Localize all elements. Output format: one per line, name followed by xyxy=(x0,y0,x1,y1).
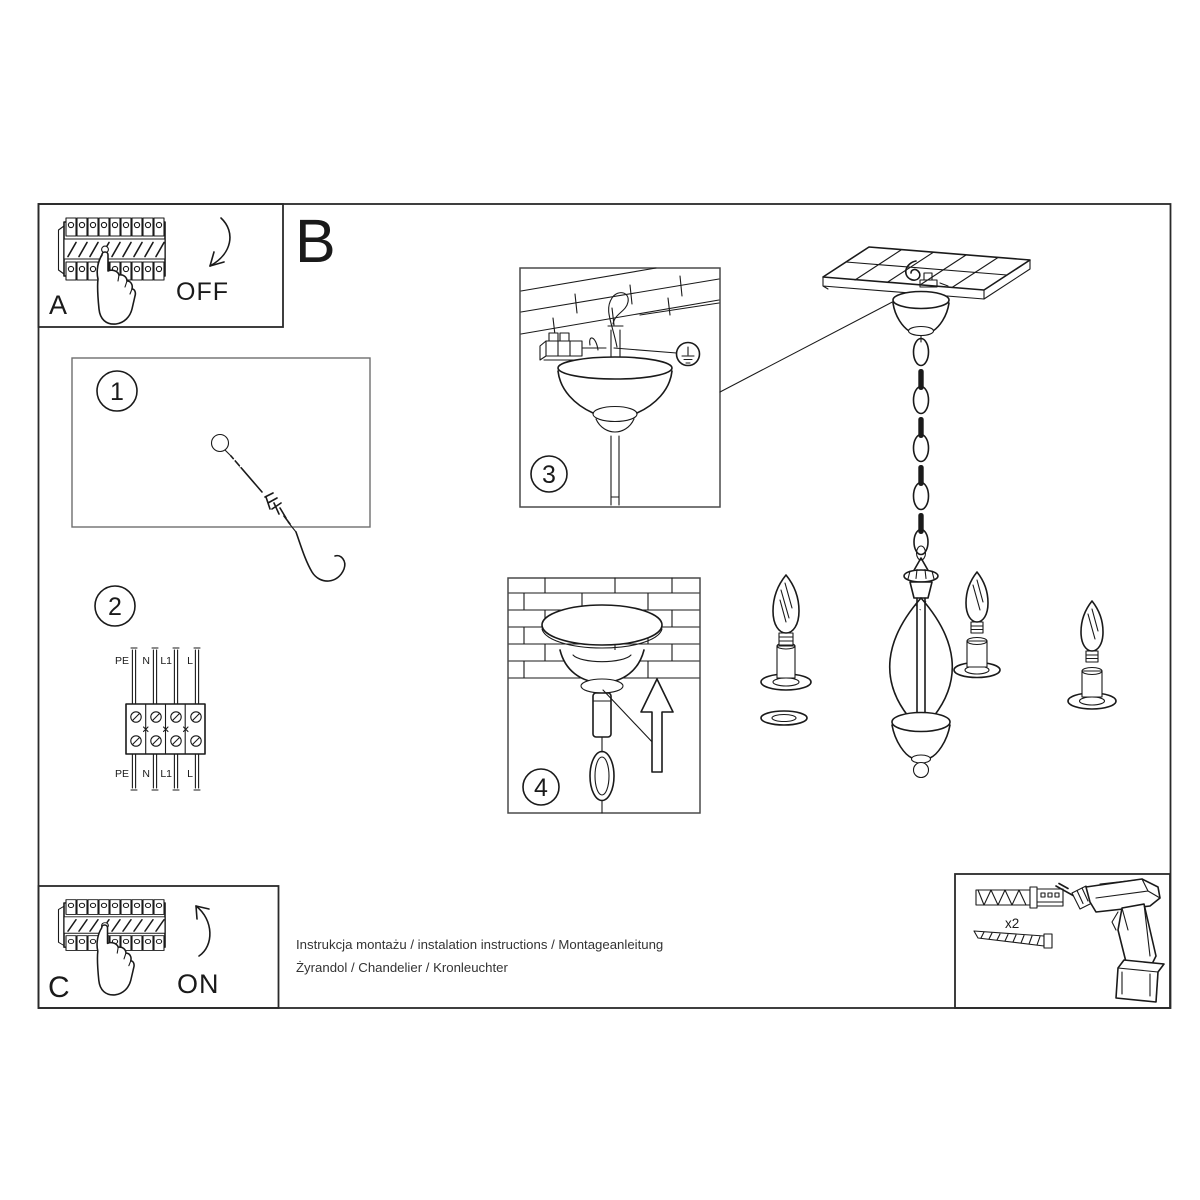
section-a xyxy=(49,218,230,324)
on-arrow-icon xyxy=(196,906,210,956)
step-3 xyxy=(520,268,720,507)
wire-label-pe-bottom: PE xyxy=(114,768,129,780)
bottom-finial xyxy=(892,713,950,778)
wall-anchor-icon xyxy=(976,887,1063,908)
anchor-quantity-label: x2 xyxy=(1005,916,1020,931)
section-c xyxy=(48,900,220,1004)
wire-label-l-top: L xyxy=(187,655,193,667)
candle-right xyxy=(1068,601,1116,709)
on-label: ON xyxy=(177,969,220,999)
ceiling-planks xyxy=(521,268,719,335)
junction-block xyxy=(540,333,606,360)
off-label: OFF xyxy=(176,278,229,306)
hook-anchor-drawing xyxy=(212,435,345,582)
step-3-leader-line xyxy=(720,298,900,392)
wire-label-l1-top: L1 xyxy=(160,655,172,667)
step-4 xyxy=(508,578,700,813)
chandelier xyxy=(747,546,1116,778)
screw-icon xyxy=(974,931,1052,948)
up-arrow-icon xyxy=(641,679,673,772)
step-2 xyxy=(95,586,205,790)
candle-left xyxy=(761,575,811,725)
footer-line-1: Instrukcja montażu / instalation instructions / Montageanleitung xyxy=(296,937,664,952)
wire-label-n-bottom: N xyxy=(142,768,150,780)
section-c-label: C xyxy=(48,971,70,1004)
step-3-number: 3 xyxy=(542,461,556,489)
section-a-label: A xyxy=(49,290,68,320)
chandelier-assembly xyxy=(747,247,1116,778)
wire-label-l-bottom: L xyxy=(187,768,193,780)
wire-label-l1-bottom: L1 xyxy=(160,768,172,780)
bulb-icon xyxy=(773,575,799,633)
wire-label-pe-top: PE xyxy=(114,655,129,667)
tools xyxy=(974,879,1164,1002)
step-2-number: 2 xyxy=(108,593,122,621)
footer xyxy=(296,937,663,975)
wire-label-n-top: N xyxy=(142,655,150,667)
section-b-label: B xyxy=(295,207,336,275)
step-1 xyxy=(72,358,370,581)
canopy-top xyxy=(893,292,949,343)
chain-link-drawing xyxy=(590,693,614,813)
drill-icon xyxy=(1056,879,1164,1002)
canopy-step4 xyxy=(542,605,662,693)
footer-line-2: Żyrandol / Chandelier / Kronleuchter xyxy=(296,960,508,975)
hanging-chain xyxy=(914,339,929,555)
wiring-diagram xyxy=(115,648,205,790)
step-1-number: 1 xyxy=(110,378,124,406)
step-4-number: 4 xyxy=(534,774,548,802)
off-arrow-icon xyxy=(210,218,230,266)
